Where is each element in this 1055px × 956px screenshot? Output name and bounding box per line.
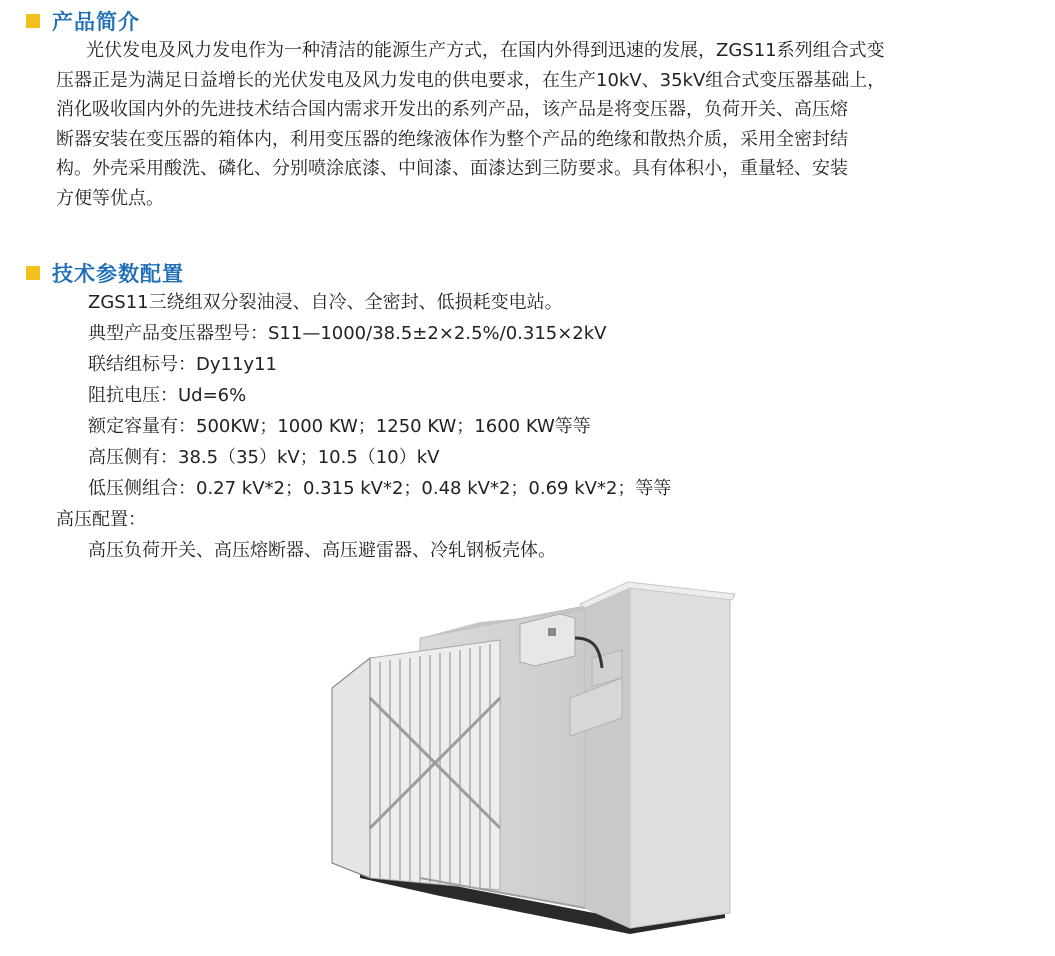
spec-row: 典型产品变压器型号：S11—1000/38.5±2×2.5%/0.315×2kV — [88, 323, 607, 344]
intro-line: 构。外壳采用酸洗、磷化、分别喷涂底漆、中间漆、面漆达到三防要求。具有体积小，重量轻、安装 — [56, 158, 848, 179]
square-bullet-icon — [26, 14, 40, 28]
spec-row: ZGS11三绕组双分裂油浸、自冷、全密封、低损耗变电站。 — [88, 292, 563, 313]
spec-row: 额定容量有：500KW；1000 KW；1250 KW；1600 KW等等 — [88, 416, 591, 437]
section-heading-specs — [26, 258, 184, 288]
spec-row-hv-config-label: 高压配置： — [56, 509, 146, 530]
intro-line: 光伏发电及风力发电作为一种清洁的能源生产方式，在国内外得到迅速的发展，ZGS11系列组合式变 — [86, 40, 885, 61]
spec-row: 高压负荷开关、高压熔断器、高压避雷器、冷轧钢板壳体。 — [88, 540, 556, 561]
section-title-intro: 产品简介 — [52, 10, 140, 34]
intro-line: 消化吸收国内外的先进技术结合国内需求开发出的系列产品，该产品是将变压器，负荷开关、高压熔 — [56, 99, 848, 120]
intro-line: 方便等优点。 — [56, 187, 164, 209]
spec-row: 高压侧有：38.5（35）kV；10.5（10）kV — [88, 447, 440, 468]
section-heading-intro — [26, 6, 140, 36]
transformer-product-image — [330, 578, 740, 942]
product-intro-paragraph — [56, 36, 1006, 213]
section-title-specs: 技术参数配置 — [52, 262, 184, 286]
intro-line: 断器安装在变压器的箱体内，利用变压器的绝缘液体作为整个产品的绝缘和散热介质，采用全密封结 — [56, 128, 848, 150]
spec-row: 低压侧组合：0.27 kV*2；0.315 kV*2；0.48 kV*2；0.69 kV*2；等等 — [88, 478, 672, 499]
spec-row: 联结组标号：Dy11y11 — [88, 354, 277, 375]
tech-spec-list — [56, 287, 671, 566]
intro-line: 压器正是为满足日益增长的光伏发电及风力发电的供电要求，在生产10kV、35kV组合式变压器基础上， — [56, 69, 886, 91]
spec-row: 阻抗电压：Ud=6% — [88, 385, 247, 406]
square-bullet-icon — [26, 266, 40, 280]
